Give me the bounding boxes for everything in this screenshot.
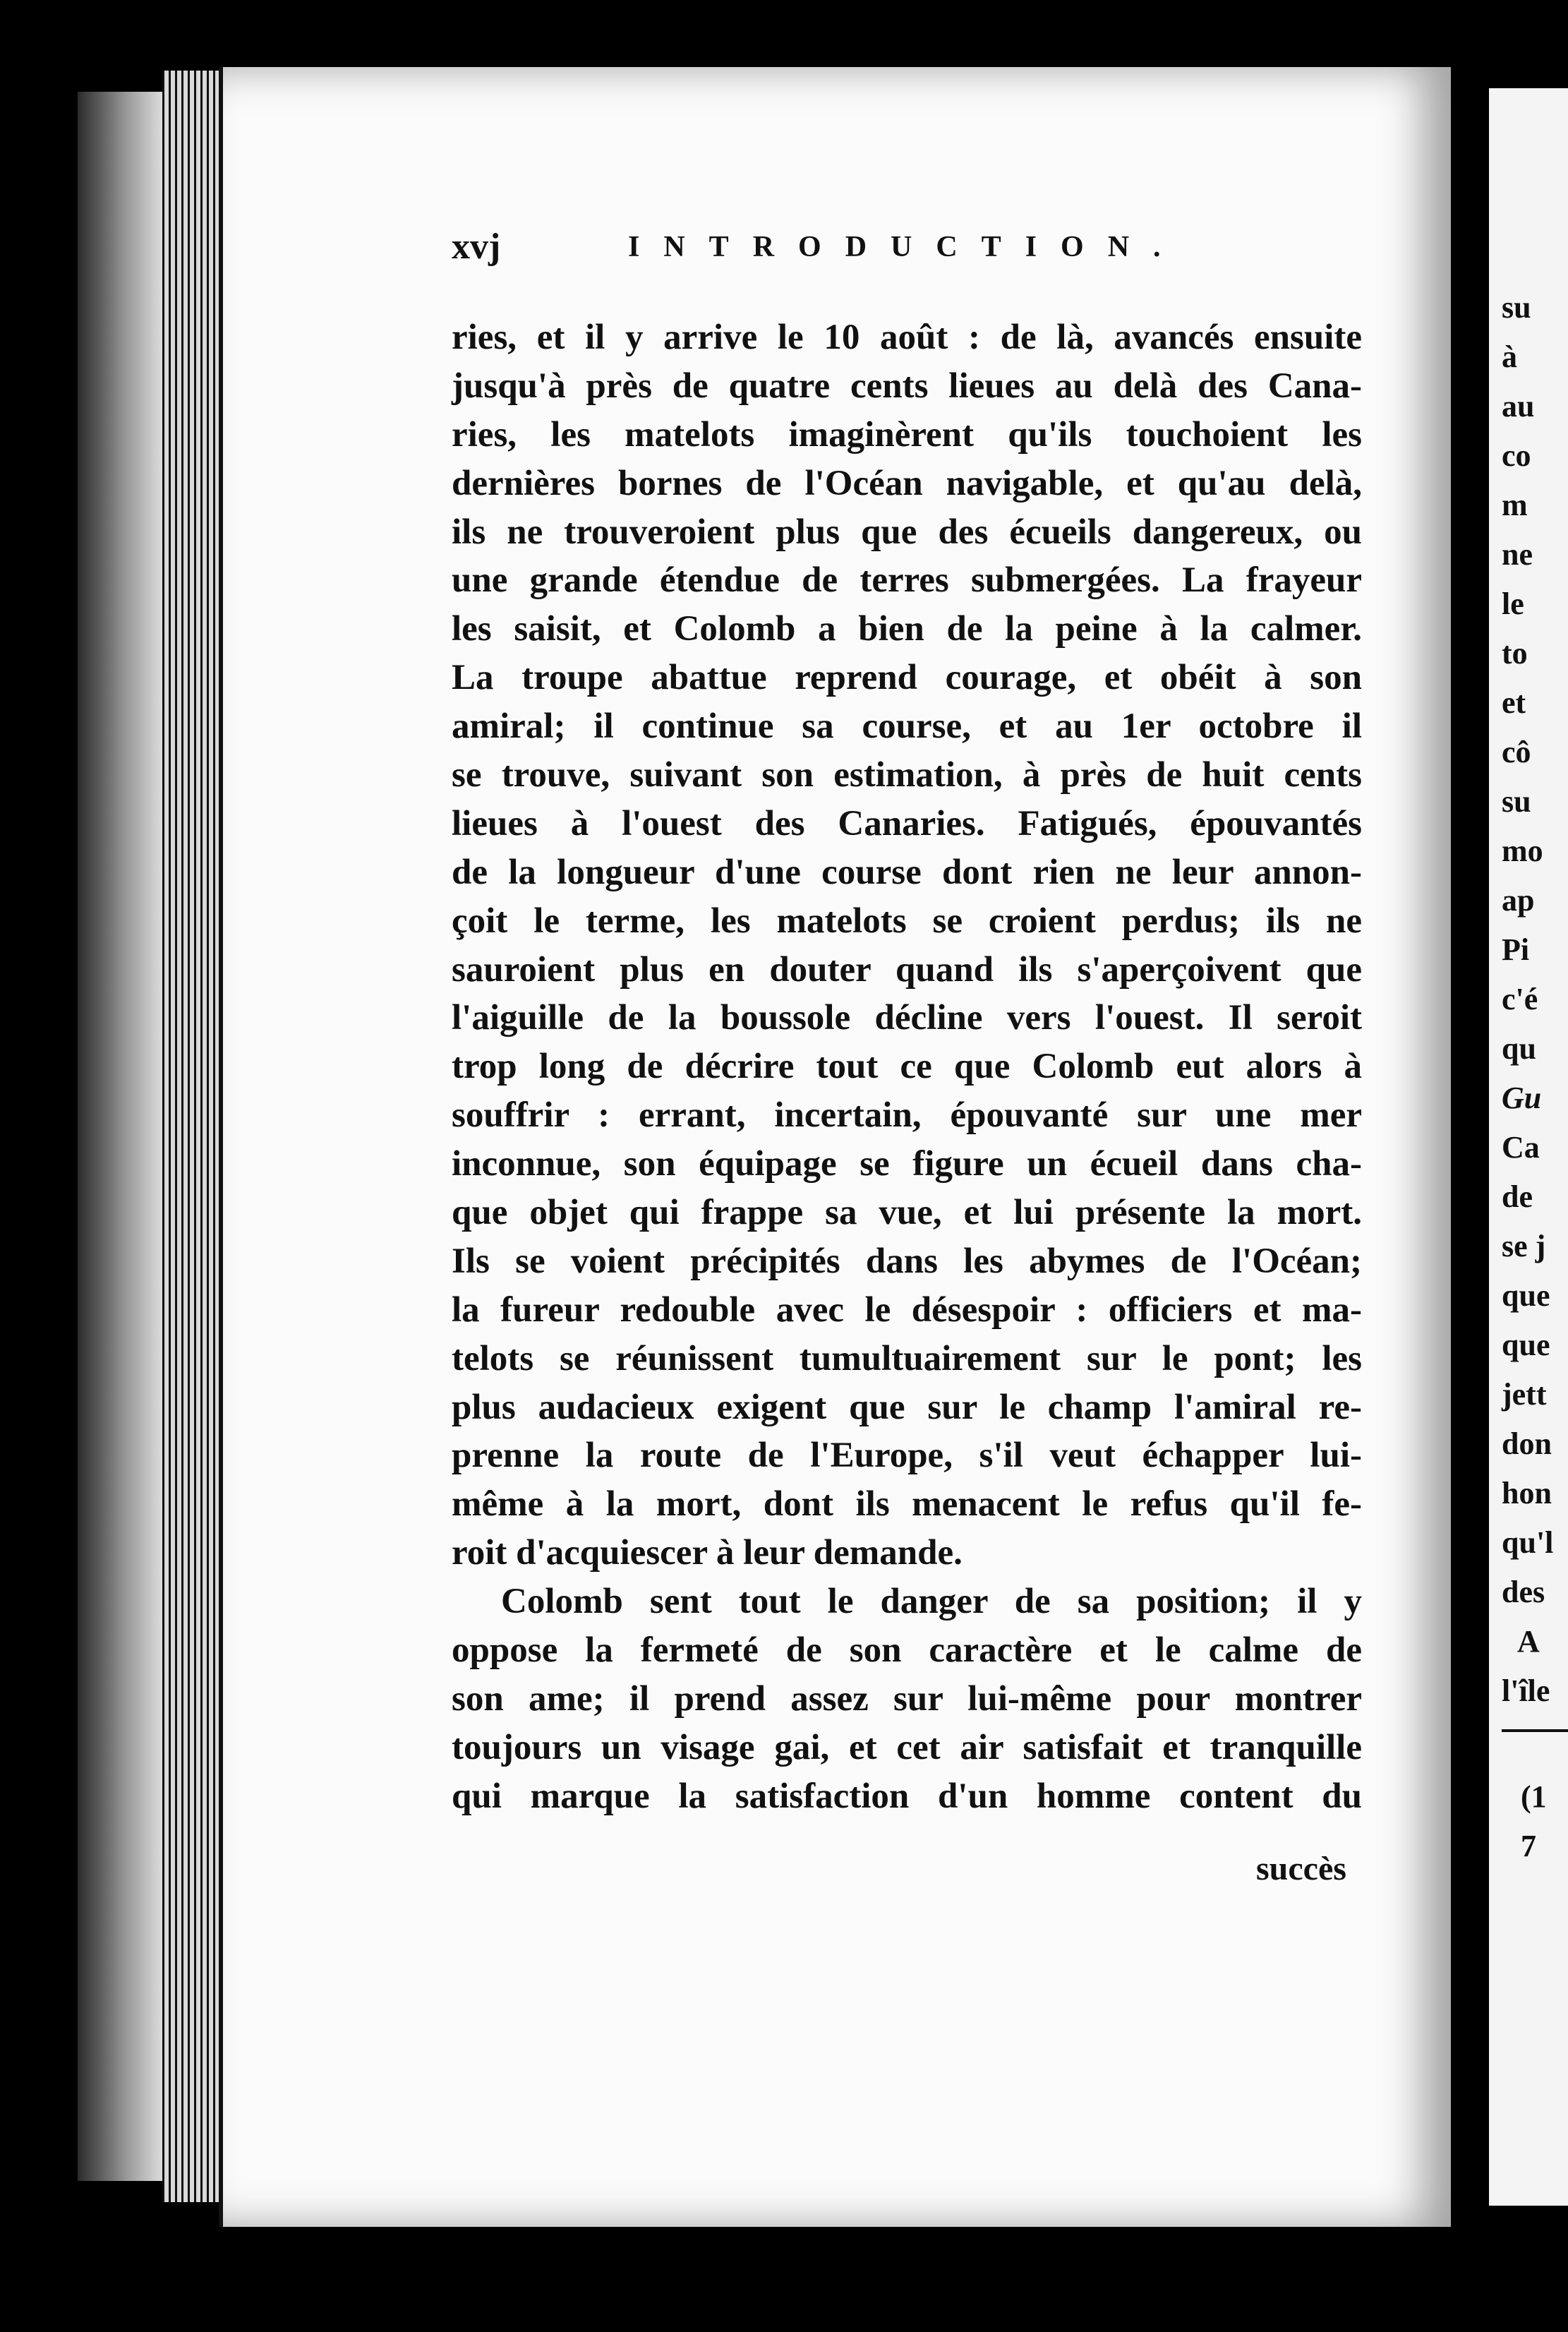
running-head: INTRODUCTION. (628, 231, 1185, 263)
text-line: l'aiguille de la boussole décline vers l'ouest. Il seroit (452, 998, 1362, 1038)
text-line: de la longueur d'une course dont rien ne leur annon- (452, 852, 1362, 892)
text-line: dernières bornes de l'Océan navigable, et qu'au delà, (452, 463, 1362, 503)
facing-fragment: ne (1502, 537, 1533, 572)
facing-fragment: co (1502, 438, 1531, 473)
facing-fragment: m (1502, 488, 1528, 522)
text-line: jusqu'à près de quatre cents lieues au delà des Cana- (452, 366, 1362, 406)
text-line: amiral; il continue sa course, et au 1er octobre il (452, 707, 1362, 747)
text-line: souffrir : errant, incertain, épouvanté sur une mer (452, 1095, 1362, 1136)
facing-fragment: que (1502, 1278, 1550, 1313)
text-line: roit d'acquiescer à leur demande. (452, 1533, 963, 1573)
text-line: se trouve, suivant son estimation, à près de huit cents (452, 755, 1362, 795)
facing-page (1489, 88, 1568, 2206)
footnote-rule (1502, 1729, 1568, 1732)
facing-fragment: à (1502, 339, 1517, 374)
facing-fragment: to (1502, 636, 1528, 671)
text-line: ries, les matelots imaginèrent qu'ils touchoient les (452, 414, 1362, 455)
text-line: trop long de décrire tout ce que Colomb eut alors à (452, 1047, 1362, 1087)
text-line: oppose la fermeté de son caractère et le calme de (452, 1630, 1362, 1671)
facing-fragment: su (1502, 784, 1531, 819)
facing-fragment: su (1502, 290, 1531, 325)
facing-fragment: se j (1502, 1229, 1546, 1263)
facing-fragment: que (1502, 1328, 1550, 1362)
text-line: son ame; il prend assez sur lui-même pour montrer (452, 1678, 1362, 1719)
text-line: telots se réunissent tumultuairement sur le pont; les (452, 1338, 1362, 1378)
facing-fragment: et (1502, 685, 1526, 720)
text-line: une grande étendue de terres submergées. La frayeur (452, 560, 1362, 601)
page-number: xvj (452, 227, 501, 267)
text-line: ries, et il y arrive le 10 août : de là, avancés ensuite (452, 318, 1362, 357)
text-line: même à la mort, dont ils menacent le refus qu'il fe- (452, 1484, 1362, 1525)
facing-fragment: au (1502, 389, 1535, 423)
facing-fragment: Ca (1502, 1130, 1540, 1165)
facing-fragment: c'é (1502, 982, 1538, 1016)
text-line: La troupe abattue reprend courage, et obéit à son (452, 658, 1362, 698)
facing-fragment: mo (1502, 834, 1543, 868)
facing-fragment: cô (1502, 735, 1531, 769)
facing-fragment: Pi (1502, 932, 1530, 967)
facing-fragment: de (1502, 1179, 1533, 1214)
text-line: Colomb sent tout le danger de sa position; il y (501, 1582, 1362, 1622)
text-line: Ils se voient précipités dans les abymes de l'Océan; (452, 1241, 1362, 1281)
facing-fragment: Gu (1502, 1081, 1542, 1115)
facing-fragment: des (1502, 1575, 1545, 1609)
facing-fragment: qu (1502, 1031, 1536, 1066)
facing-fragment: hon (1502, 1476, 1552, 1510)
facing-fragment: don (1502, 1426, 1552, 1461)
facing-fragment: le (1502, 587, 1524, 621)
facing-fragment: (1 (1521, 1779, 1547, 1814)
text-line: toujours un visage gai, et cet air satisfait et tranquille (452, 1727, 1362, 1767)
facing-fragment: l'île (1502, 1673, 1550, 1708)
facing-fragment: 7 (1521, 1829, 1536, 1863)
catchword: succès (1256, 1850, 1346, 1887)
page-edges (162, 71, 226, 2202)
facing-fragment: qu'l (1502, 1525, 1554, 1560)
facing-fragment: A (1517, 1624, 1540, 1659)
facing-fragment: ap (1502, 883, 1535, 918)
text-line: plus audacieux exigent que sur le champ l'amiral re- (452, 1387, 1362, 1427)
text-line: prenne la route de l'Europe, s'il veut échapper lui- (452, 1436, 1362, 1476)
text-line: çoit le terme, les matelots se croient perdus; ils ne (452, 901, 1362, 941)
text-line: que objet qui frappe sa vue, et lui présente la mort. (452, 1193, 1362, 1233)
text-line: les saisit, et Colomb a bien de la peine à la calmer. (452, 609, 1362, 649)
text-line: sauroient plus en douter quand ils s'aperçoivent que (452, 949, 1362, 990)
text-line: inconnue, son équipage se figure un écueil dans cha- (452, 1144, 1362, 1184)
text-line: ils ne trouveroient plus que des écueils dangereux, ou (452, 512, 1362, 552)
page-header (452, 226, 1369, 275)
facing-fragment: jett (1502, 1377, 1547, 1412)
body-text (452, 313, 1362, 1821)
text-line: qui marque la satisfaction d'un homme content du (452, 1776, 1362, 1816)
text-line: lieues à l'ouest des Canaries. Fatigués, épouvantés (452, 803, 1362, 843)
text-line: la fureur redouble avec le désespoir : officiers et ma- (452, 1290, 1362, 1330)
